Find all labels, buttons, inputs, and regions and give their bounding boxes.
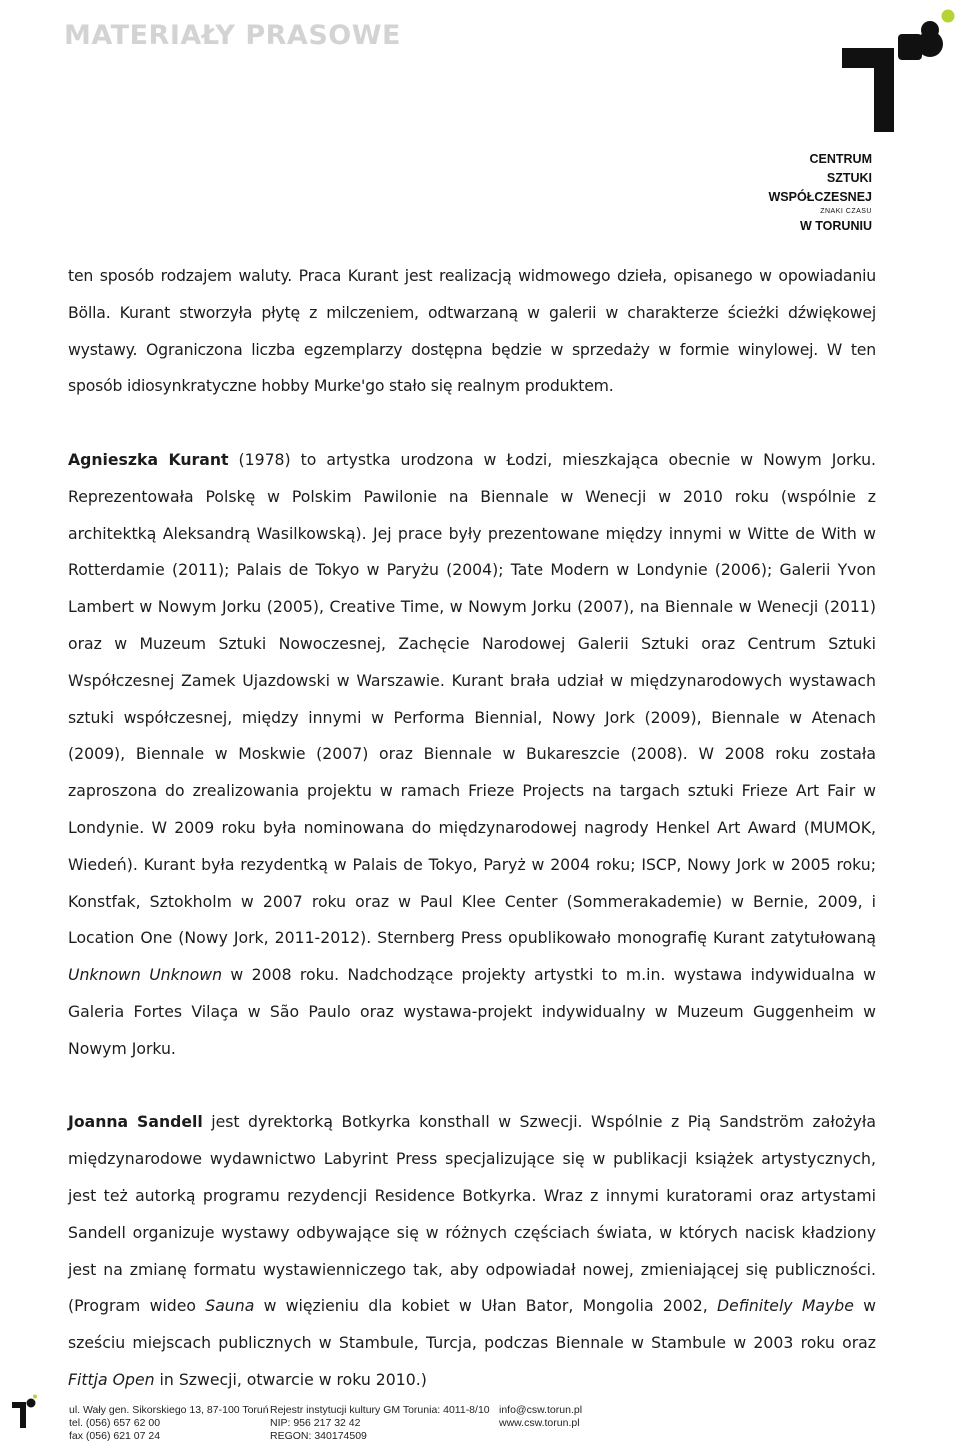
kurant-bio-b: w 2008 roku. Nadchodzące projekty artystki to m.in. wystawa indywidualna w Galeria Fortes Vilaça w São Paulo oraz wystawa-projekt indywidualny w Muzeum Guggenheim w Nowym Jorku. bbox=[68, 965, 876, 1058]
organization-name bbox=[769, 150, 873, 236]
footer-registry bbox=[270, 1404, 490, 1443]
footer-website-link[interactable]: www.csw.torun.pl bbox=[499, 1417, 580, 1429]
org-line-znaki-czasu: ZNAKI CZASU bbox=[820, 208, 872, 215]
footer-email-link[interactable]: info@csw.torun.pl bbox=[499, 1404, 583, 1416]
org-line-w-toruniu: W TORUNIU bbox=[800, 219, 872, 233]
kurant-bio-a: (1978) to artystka urodzona w Łodzi, mieszkająca obecnie w Nowym Jorku. Reprezentowała Polskę w Polskim Pawilonie na Biennale w Wenecji w 2010 roku (wspólnie z architektką Aleksandrą Wasilkowską). Jej prace były prezentowane między innymi w Witte de With w Rotterdamie (2011); Palais de Tokyo w Paryżu (2004); Tate Modern w Londynie (2006); Galerii Yvon Lambert w Nowym Jorku (2005), Creative Time, w Nowym Jorku (2007), na Biennale w Wenecji (2011) oraz w Muzeum Sztuki Nowoczesnej, Zachęcie Narodowej Galerii Sztuki oraz Centrum Sztuki Współczesnej Zamek Ujazdowski w Warszawie. Kurant brała udział w międzynarodowych wystawach sztuki współczesnej, między innymi w Performa Biennial, Nowy Jork (2009), Biennale w Atenach (2009), Biennale w Moskwie (2007) oraz Biennale w Bukareszcie (2008). W 2008 roku została zaproszona do zrealizowania projektu w ramach Frieze Projects na targach sztuki Frieze Art Fair w Londynie. W 2009 roku była nominowana do międzynarodowej nagrody Henkel Art Award (MUMOK, Wiedeń). Kurant była rezydentką w Palais de Tokyo, Paryż w 2004 roku; ISCP, Nowy Jork w 2005 roku; Konstfak, Sztokholm w 2007 roku oraz w Paul Klee Center (Sommerakademie) w Bernie, 2009, i Location One (Nowy Jork, 2011-2012). Sternberg Press opublikowało monografię Kurant zatytułowaną bbox=[68, 449, 876, 948]
sandell-bio-b: w więzieniu dla kobiet w Ułan Bator, Mongolia 2002, bbox=[254, 1296, 717, 1316]
kurant-monograph-title: Unknown Unknown bbox=[68, 965, 223, 985]
footer-online bbox=[499, 1404, 582, 1430]
paragraph-1: ten sposób rodzajem waluty. Praca Kurant jest realizacją widmowego dzieła, opisanego w opowiadaniu Bölla. Kurant stworzyła płytę z milczeniem, odtwarzaną w galerii w charakterze ścieżki dźwiękowej wystawy. Ograniczona liczba egzemplarzy dostępna będzie w sprzedaży w formie winylowej. W ten sposób idiosynkratyczne hobby Murke'go stało się realnym produktem. bbox=[68, 266, 876, 396]
sandell-work-fittja-open: Fittja Open bbox=[68, 1369, 155, 1389]
org-line-centrum: CENTRUM bbox=[809, 152, 872, 166]
sandell-bio-d: in Szwecji, otwarcie w roku 2010.) bbox=[154, 1369, 427, 1389]
press-release-body bbox=[68, 258, 876, 1399]
org-line-sztuki: SZTUKI bbox=[826, 171, 872, 185]
sandell-work-sauna: Sauna bbox=[205, 1296, 255, 1316]
csw-logo bbox=[838, 4, 958, 134]
paragraph-sandell bbox=[68, 1104, 876, 1398]
kurant-name: Agnieszka Kurant bbox=[68, 449, 229, 469]
footer-fax: fax (056) 621 07 24 bbox=[69, 1430, 161, 1442]
header-title: MATERIAŁY PRASOWE bbox=[64, 20, 401, 51]
footer-regon: REGON: 340174509 bbox=[270, 1430, 367, 1442]
sandell-name: Joanna Sandell bbox=[68, 1112, 203, 1132]
org-line-wspolczesnej: WSPÓŁCZESNEJ bbox=[768, 190, 872, 204]
footer-address: ul. Wały gen. Sikorskiego 13, 87-100 Toruń bbox=[69, 1404, 269, 1416]
footer-registry-number: Rejestr instytucji kultury GM Torunia: 4011-8/10 bbox=[270, 1404, 490, 1416]
sandell-bio-a: jest dyrektorką Botkyrka konsthall w Szwecji. Wspólnie z Pią Sandström założyła międzynarodowe wydawnictwo Labyrint Press specjalizujące się w publikacji książek artystycznych, jest też autorką programu rezydencji Residence Botkyrka. Wraz z innymi kuratorami oraz artystami Sandell organizuje wystawy odbywające się w różnych częściach świata, w których nacisk kładziony jest na zmianę formatu wystawienniczego tak, aby odpowiadał nowej, zmieniającej się publiczności. (Program wideo bbox=[68, 1112, 877, 1316]
sandell-work-definitely-maybe: Definitely Maybe bbox=[716, 1296, 854, 1316]
footer-contact bbox=[69, 1404, 269, 1443]
paragraph-kurant bbox=[68, 442, 876, 1068]
csw-small-logo-icon bbox=[12, 1394, 38, 1428]
footer-phone: tel. (056) 657 62 00 bbox=[69, 1417, 161, 1429]
sandell-bio-c: w sześciu miejscach publicznych w Stambule, Turcja, podczas Biennale w Stambule w 2003 roku oraz bbox=[68, 1296, 876, 1353]
footer-nip: NIP: 956 217 32 42 bbox=[270, 1417, 361, 1429]
